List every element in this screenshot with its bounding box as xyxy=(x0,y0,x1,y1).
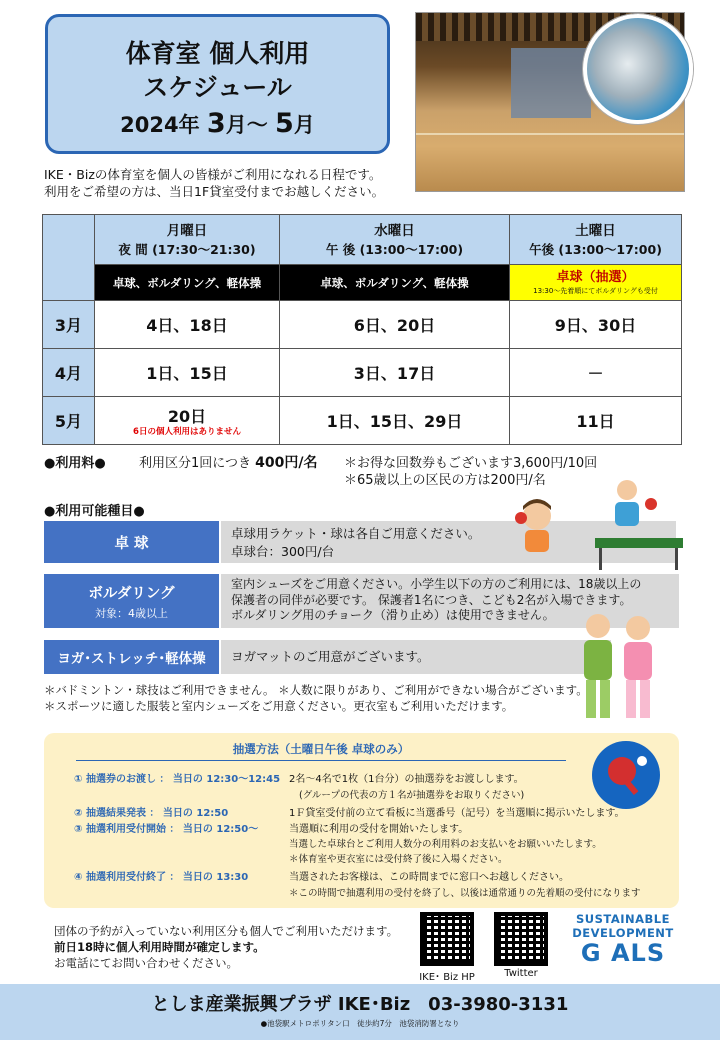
footer-access: ●池袋駅メトロポリタン口 徒歩約7分 池袋消防署となり xyxy=(260,1019,460,1028)
fee-heading: ●利用料● xyxy=(44,456,106,471)
table-row xyxy=(43,397,682,445)
time-label: 午後 (13:00～17:00) xyxy=(529,241,662,257)
intro-text xyxy=(44,166,414,200)
paddle-icon xyxy=(515,512,527,524)
table-leg xyxy=(599,548,602,570)
activity-sat-note: 13:30～先着順にてボルダリングも受付 xyxy=(533,286,658,295)
dates-mon xyxy=(95,397,280,445)
end-month: 5 xyxy=(275,108,294,139)
sdg-logo xyxy=(568,912,678,966)
lottery-box xyxy=(44,733,679,908)
sdg-line-3: G ALS xyxy=(580,939,666,967)
table-row xyxy=(43,301,682,349)
activity-label xyxy=(44,640,219,674)
lottery-step-label: ② 抽選結果発表 ： 当日の 12:50 xyxy=(74,808,229,819)
desc-line: 卓球用ラケット・球は各自ご用意ください。 xyxy=(231,526,481,541)
table-tennis-illustration xyxy=(515,478,685,573)
lottery-step-text: 2名～4名で1枚（1台分）の抽選券をお渡しします。 xyxy=(289,774,524,785)
bouldering-photo xyxy=(583,14,693,124)
lottery-step-label: ① 抽選券のお渡し ： 当日の 12:30～12:45 xyxy=(74,774,281,785)
month-label: 3月 xyxy=(43,301,95,349)
fee-note-senior: ＊65歳以上の区民の方は200円/名 xyxy=(344,473,546,488)
page-subtitle: スケジュール xyxy=(143,73,292,102)
activity-age-note: 対象：4歳以上 xyxy=(95,606,168,620)
girl-shirt xyxy=(615,502,639,526)
notes xyxy=(44,682,664,714)
paddle-icon xyxy=(645,498,657,510)
lottery-step-text: 当選した卓球台とご利用人数分の利用料のお支払いをお願いいたします。 xyxy=(289,839,602,850)
desc-line: 保護者の同伴が必要です。 保護者1名につき、こども2名が入場できます。 xyxy=(231,592,632,607)
desc-line: 卓球台：300円/台 xyxy=(231,544,335,559)
senior-man-shirt xyxy=(584,640,612,680)
dates-sat: 11日 xyxy=(510,397,682,445)
lottery-step-text: ＊体育室や更衣室には受付終了後に入場ください。 xyxy=(289,854,508,865)
time-label: 夜 間 (17:30～21:30) xyxy=(118,241,256,257)
activity-mon: 卓球、ボルダリング、軽体操 xyxy=(95,265,280,301)
girl-head xyxy=(617,480,637,500)
group-info xyxy=(54,923,414,971)
info-line: お電話にてお問い合わせください。 xyxy=(54,956,238,970)
dates-mon: 4日、18日 xyxy=(95,301,280,349)
lottery-step-text: 1Ｆ貸室受付前の立て看板に当選番号（記号）を当選順に掲示いたします。 xyxy=(289,808,625,819)
types-heading: ●利用可能種目● xyxy=(44,504,145,519)
sdg-line-2: DEVELOPMENT xyxy=(572,926,674,940)
court-line xyxy=(416,133,685,135)
year-text: 2024年 xyxy=(120,113,200,137)
dates-wed: 3日、17日 xyxy=(280,349,510,397)
lottery-step-text: 当選順に利用の受付を開始いたします。 xyxy=(289,824,469,835)
activity-label-text: ボルダリング xyxy=(88,585,175,602)
month-label: 4月 xyxy=(43,349,95,397)
fee-desc xyxy=(139,455,369,472)
dates-wed: 6日、20日 xyxy=(280,301,510,349)
qr-code-hp[interactable] xyxy=(420,912,474,966)
dates-mon: 1日、15日 xyxy=(95,349,280,397)
title-box xyxy=(45,14,390,154)
range-separator: 月～ xyxy=(225,113,268,137)
activity-sat-label: 卓球（抽選） xyxy=(556,269,635,285)
fee-desc-text: 利用区分1回につき xyxy=(139,456,252,471)
desc-line: ヨガマットのご用意がございます。 xyxy=(231,649,430,664)
climbing-wall xyxy=(511,48,591,118)
lottery-step-text: (グループの代表の方１名が抽選券をお取りください) xyxy=(299,790,525,801)
activity-row xyxy=(43,265,682,301)
table-row xyxy=(43,349,682,397)
qr-label-hp: IKE･ Biz HP xyxy=(419,972,475,983)
lottery-step-text: 当選されたお客様は、この時間までに窓口へお越しください。 xyxy=(289,872,569,883)
senior-man-head xyxy=(586,614,610,638)
lottery-step-label: ③ 抽選利用受付開始 ： 当日の 12:50～ xyxy=(74,824,259,835)
month-suffix: 月 xyxy=(293,113,315,137)
cancel-note: 6日の個人利用はありません xyxy=(133,426,241,437)
info-line: 団体の予約が入っていない利用区分も個人でご利用いただけます。 xyxy=(54,924,399,938)
day-label: 水曜日 xyxy=(374,222,415,239)
time-label: 午 後 (13:00～17:00) xyxy=(325,241,464,257)
activity-label-text: ヨガ･ストレッチ･軽体操 xyxy=(57,651,206,667)
qr-label-twitter: Twitter xyxy=(504,968,538,979)
activity-sat xyxy=(510,265,682,301)
dates-mon-value: 20日 xyxy=(167,406,207,426)
senior-woman-shirt xyxy=(624,642,652,680)
lottery-step-text: ＊この時間で抽選利用の受付を終了し、以後は通常通りの先着順の受付になります xyxy=(289,888,641,899)
fee-price: 400円/名 xyxy=(255,455,318,471)
intro-line-2: 利用をご希望の方は、当日1F貸室受付までお越しください。 xyxy=(44,184,385,199)
day-label: 土曜日 xyxy=(575,222,616,239)
dates-sat: － xyxy=(510,349,682,397)
dates-sat: 9日、30日 xyxy=(510,301,682,349)
lottery-heading: 抽選方法（土曜日午後 卓球のみ） xyxy=(76,741,566,761)
intro-line-1: IKE・Bizの体育室を個人の皆様がご利用になれる日程です。 xyxy=(44,167,382,182)
note-line: ＊バドミントン・球技はご利用できません。 ＊人数に限りがあり、ご利用ができない場合がございます。 xyxy=(44,683,588,697)
schedule-table xyxy=(42,214,682,445)
date-range xyxy=(48,107,387,142)
desc-line: ボルダリング用のチョーク（滑り止め）は使用できません。 xyxy=(231,608,555,622)
qr-code-twitter[interactable] xyxy=(494,912,548,966)
table-leg xyxy=(675,548,678,570)
boy-shirt xyxy=(525,530,549,552)
desc-line: 室内シューズをご用意ください。小学生以下の方のご利用には、18歳以上の xyxy=(231,577,642,591)
table-header-row xyxy=(43,215,682,265)
fee-note-ticket: ＊お得な回数券もございます3,600円/10回 xyxy=(344,456,598,471)
footer xyxy=(0,984,720,1040)
senior-woman-head xyxy=(626,616,650,640)
activity-label xyxy=(44,521,219,563)
start-month: 3 xyxy=(206,108,226,139)
activity-label xyxy=(44,574,219,628)
activity-desc xyxy=(221,640,611,674)
day-label: 月曜日 xyxy=(166,222,208,239)
column-header-wed xyxy=(280,215,510,265)
info-line: 前日18時に個人利用時間が確定します。 xyxy=(54,940,265,954)
footer-contact: としま産業振興プラザ IKE･Biz 03-3980-3131 xyxy=(151,994,569,1015)
dates-wed: 1日、15日、29日 xyxy=(280,397,510,445)
month-label: 5月 xyxy=(43,397,95,445)
column-header-sat xyxy=(510,215,682,265)
pingpong-table xyxy=(595,538,683,548)
note-line: ＊スポーツに適した服装と室内シューズをご用意ください。更衣室もご利用いただけます。 xyxy=(44,699,514,713)
page-title: 体育室 個人利用 xyxy=(125,39,310,68)
activity-wed: 卓球、ボルダリング、軽体操 xyxy=(280,265,510,301)
sdg-line-1: SUSTAINABLE xyxy=(575,912,670,926)
lottery-step-label: ④ 抽選利用受付終了 ： 当日の 13:30 xyxy=(74,872,249,883)
column-header-mon xyxy=(95,215,280,265)
activity-label-text: 卓 球 xyxy=(114,535,149,552)
corner-cell xyxy=(43,215,95,301)
